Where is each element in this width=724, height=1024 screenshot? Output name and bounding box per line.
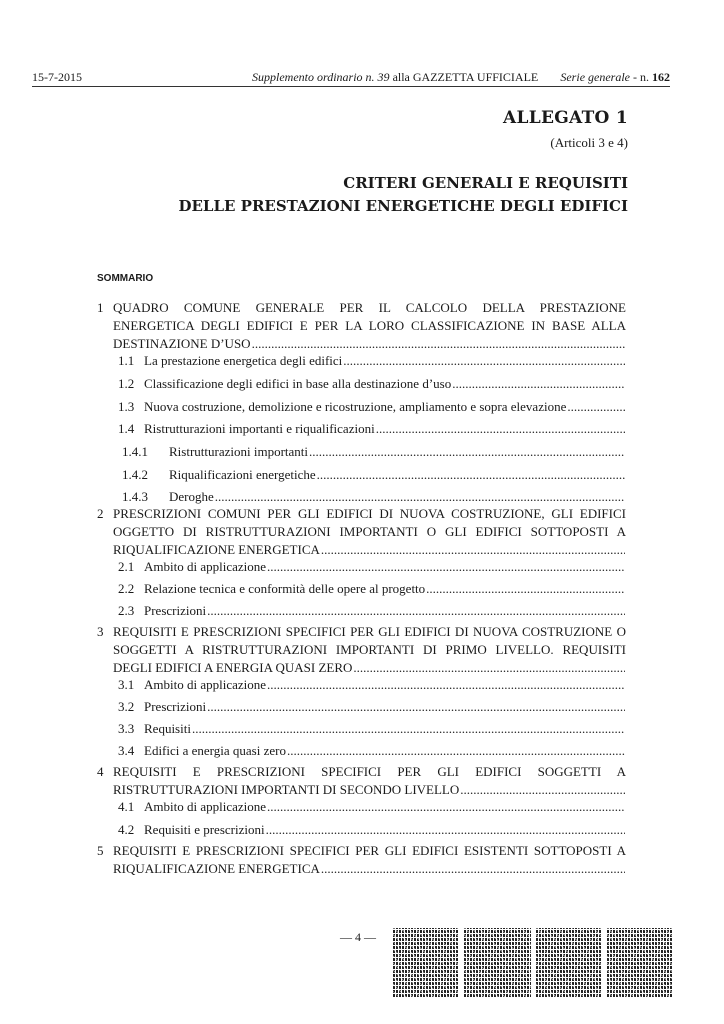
toc-text-end: DESTINAZIONE D’USO bbox=[113, 336, 251, 351]
toc-entry-4-2[interactable] bbox=[118, 821, 626, 839]
dot-leader bbox=[343, 352, 625, 370]
toc-number: 1.4.1 bbox=[122, 444, 148, 459]
toc-number: 3.2 bbox=[118, 699, 135, 714]
toc-number: 2.1 bbox=[118, 559, 135, 574]
toc-text: REQUISITI E PRESCRIZIONI SPECIFICI PER GLI EDIFICI ESISTENTI SOTTOPOSTI A bbox=[113, 843, 626, 858]
allegato-heading: ALLEGATO 1 bbox=[502, 108, 628, 128]
toc-entry-1-2[interactable] bbox=[118, 375, 626, 393]
dot-leader bbox=[321, 541, 625, 559]
toc-section-1[interactable] bbox=[97, 299, 626, 353]
sommario-heading: SOMMARIO bbox=[97, 273, 154, 284]
toc-entry-1-1[interactable] bbox=[118, 352, 626, 370]
supplement-label bbox=[252, 70, 538, 85]
toc-text: Nuova costruzione, demolizione e ricostruzione, ampliamento e sopra elevazione bbox=[144, 399, 567, 414]
dot-leader bbox=[309, 443, 625, 461]
toc-entry-2-3[interactable] bbox=[118, 602, 626, 620]
barcode-block-1 bbox=[392, 928, 459, 998]
page-header bbox=[32, 70, 670, 86]
toc-number: 4.2 bbox=[118, 822, 135, 837]
toc-entry-2-2[interactable] bbox=[118, 580, 626, 598]
toc-text: Requisiti bbox=[144, 721, 191, 736]
toc-number: 1.4.2 bbox=[122, 467, 148, 482]
toc-text: QUADRO COMUNE GENERALE PER IL CALCOLO DELLA PRESTAZIONE ENERGETICA DEGLI EDIFICI E PER LA LORO CLASSIFICAZIONE IN BASE ALLA bbox=[113, 300, 626, 333]
toc-number: 2.2 bbox=[118, 581, 135, 596]
toc-text: Classificazione degli edifici in base alla destinazione d’uso bbox=[144, 376, 452, 391]
series-number: 162 bbox=[652, 70, 670, 84]
toc-number: 3.4 bbox=[118, 743, 135, 758]
toc-entry-4-1[interactable] bbox=[118, 798, 626, 816]
barcode-block-3 bbox=[535, 928, 602, 998]
toc-text-end: DEGLI EDIFICI A ENERGIA QUASI ZERO bbox=[113, 660, 353, 675]
toc-text-end: RIQUALIFICAZIONE ENERGETICA bbox=[113, 861, 320, 876]
title-line-2: DELLE PRESTAZIONI ENERGETICHE DEGLI EDIFICI bbox=[178, 197, 628, 215]
series-label bbox=[560, 70, 670, 85]
toc-number: 3 bbox=[97, 624, 104, 639]
series-name: Serie generale bbox=[560, 70, 630, 84]
toc-number: 1.4.3 bbox=[122, 489, 148, 504]
toc-entry-1-3[interactable] bbox=[118, 398, 626, 416]
toc-number: 3.3 bbox=[118, 721, 135, 736]
toc-text: REQUISITI E PRESCRIZIONI SPECIFICI PER GLI EDIFICI DI NUOVA COSTRUZIONE O SOGGETTI A RISTRUTTURAZIONI IMPORTANTI DI PRIMO LIVELLO. REQUISITI bbox=[113, 624, 626, 657]
toc-text: Prescrizioni bbox=[144, 603, 207, 618]
dot-leader bbox=[426, 580, 625, 598]
publication-date: 15-7-2015 bbox=[32, 70, 82, 84]
toc-text: Requisiti e prescrizioni bbox=[144, 822, 265, 837]
toc-text: Ristrutturazioni importanti bbox=[169, 444, 309, 459]
toc-text-end: RIQUALIFICAZIONE ENERGETICA bbox=[113, 542, 320, 557]
dot-leader bbox=[287, 742, 625, 760]
dot-leader bbox=[215, 488, 625, 506]
dot-leader bbox=[267, 558, 625, 576]
toc-section-5[interactable] bbox=[97, 842, 626, 878]
toc-text: Relazione tecnica e conformità delle opere al progetto bbox=[144, 581, 426, 596]
dot-leader bbox=[567, 398, 625, 416]
toc-entry-3-1[interactable] bbox=[118, 676, 626, 694]
series-separator: - n. bbox=[630, 70, 652, 84]
dot-leader bbox=[267, 676, 625, 694]
toc-number: 1.4 bbox=[118, 421, 135, 436]
toc-text: REQUISITI E PRESCRIZIONI SPECIFICI PER GLI EDIFICI SOGGETTI A bbox=[113, 764, 626, 779]
toc-text: Edifici a energia quasi zero bbox=[144, 743, 286, 758]
toc-number: 2.3 bbox=[118, 603, 135, 618]
dot-leader bbox=[267, 798, 625, 816]
toc-number: 3.1 bbox=[118, 677, 135, 692]
articoli-reference: (Articoli 3 e 4) bbox=[550, 135, 628, 150]
toc-entry-1-4-3[interactable] bbox=[122, 488, 626, 506]
toc-text: Ambito di applicazione bbox=[144, 799, 267, 814]
toc-entry-2-1[interactable] bbox=[118, 558, 626, 576]
toc-entry-1-4-1[interactable] bbox=[122, 443, 626, 461]
toc-section-3[interactable] bbox=[97, 623, 626, 677]
barcode-block-4 bbox=[606, 928, 673, 998]
toc-entry-1-4-2[interactable] bbox=[122, 466, 626, 484]
toc-entry-3-3[interactable] bbox=[118, 720, 626, 738]
toc-section-4[interactable] bbox=[97, 763, 626, 799]
toc-text-end: RISTRUTTURAZIONI IMPORTANTI DI SECONDO LIVELLO bbox=[113, 782, 460, 797]
document-title bbox=[178, 172, 628, 218]
dot-leader bbox=[266, 821, 625, 839]
dot-leader bbox=[207, 698, 625, 716]
toc-number: 1 bbox=[97, 300, 104, 315]
toc-text: PRESCRIZIONI COMUNI PER GLI EDIFICI DI NUOVA COSTRUZIONE, GLI EDIFICI OGGETTO DI RISTRUTTURAZIONI IMPORTANTI O GLI EDIFICI SOTTOPOSTI A bbox=[113, 506, 626, 539]
dot-leader bbox=[376, 420, 625, 438]
dot-leader bbox=[207, 602, 625, 620]
toc-number: 4.1 bbox=[118, 799, 135, 814]
dot-leader bbox=[353, 659, 625, 677]
dot-leader bbox=[460, 781, 625, 799]
toc-number: 2 bbox=[97, 506, 104, 521]
barcode-block-2 bbox=[463, 928, 530, 998]
toc-text: Riqualificazioni energetiche bbox=[169, 467, 316, 482]
toc-section-2[interactable] bbox=[97, 505, 626, 559]
toc-text: Deroghe bbox=[169, 489, 214, 504]
toc-entry-1-4[interactable] bbox=[118, 420, 626, 438]
dot-leader bbox=[317, 466, 625, 484]
datamatrix-barcode-icon bbox=[392, 928, 673, 998]
toc-number: 1.2 bbox=[118, 376, 135, 391]
title-line-1: CRITERI GENERALI E REQUISITI bbox=[343, 174, 628, 192]
dot-leader bbox=[452, 375, 625, 393]
gazette-name: alla GAZZETTA UFFICIALE bbox=[392, 70, 539, 84]
toc-text: Ristrutturazioni importanti e riqualificazioni bbox=[144, 421, 375, 436]
toc-number: 4 bbox=[97, 764, 104, 779]
toc-text: Ambito di applicazione bbox=[144, 677, 267, 692]
page-number: — 4 — bbox=[340, 930, 376, 944]
toc-number: 1.1 bbox=[118, 353, 135, 368]
toc-number: 1.3 bbox=[118, 399, 135, 414]
header-divider bbox=[32, 86, 670, 87]
toc-text: Prescrizioni bbox=[144, 699, 207, 714]
supplement-number: Supplemento ordinario n. 39 bbox=[252, 70, 390, 84]
dot-leader bbox=[252, 335, 625, 353]
dot-leader bbox=[321, 860, 625, 878]
toc-text: Ambito di applicazione bbox=[144, 559, 267, 574]
toc-text: La prestazione energetica degli edifici bbox=[144, 353, 343, 368]
toc-number: 5 bbox=[97, 843, 104, 858]
toc-entry-3-4[interactable] bbox=[118, 742, 626, 760]
dot-leader bbox=[192, 720, 625, 738]
toc-entry-3-2[interactable] bbox=[118, 698, 626, 716]
